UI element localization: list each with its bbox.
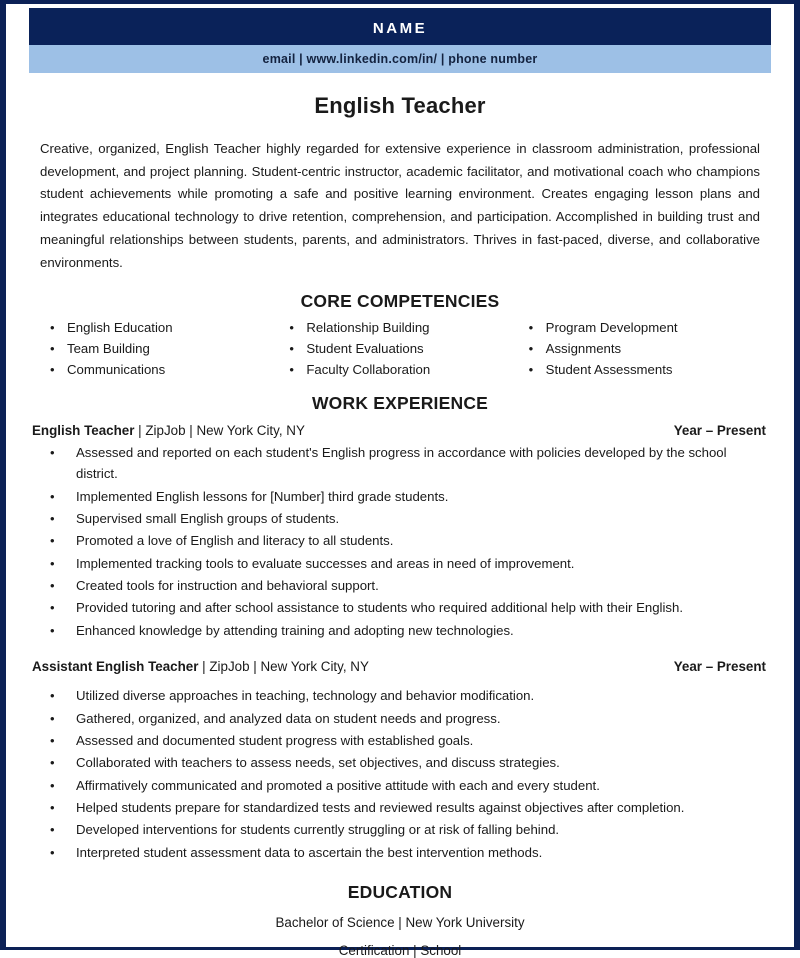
job-bullet [50, 508, 768, 529]
job-bullet-text: Created tools for instruction and behavioral support. [76, 578, 379, 594]
competency-label: Student Assessments [545, 361, 673, 377]
bullet-icon: • [528, 361, 534, 377]
bullet-icon: • [50, 533, 55, 549]
competency-item [289, 360, 528, 381]
education-entry: Certification | School [338, 943, 462, 958]
job-bullet [50, 442, 768, 485]
job-bullet-text: Helped students prepare for standardized tests and reviewed results against objectives after completion. [76, 800, 685, 816]
competency-item [289, 339, 528, 360]
job-bullet-text: Collaborated with teachers to assess needs, set objectives, and discuss strategies. [76, 755, 560, 771]
bullet-icon: • [50, 510, 55, 526]
competency-label: Student Evaluations [306, 341, 424, 357]
job-bullet-text: Assessed and documented student progress with established goals. [76, 732, 474, 748]
section-title-education: EDUCATION [347, 882, 453, 903]
competency-item [50, 318, 289, 339]
section-title-work-experience: WORK EXPERIENCE [311, 392, 489, 413]
job-bullet-text: Provided tutoring and after school assistance to students who required additional help with their English. [76, 600, 683, 616]
competency-label: Program Development [545, 320, 678, 336]
job-bullet-text: Assessed and reported on each student's English progress in accordance with policies developed by the school district. [76, 444, 727, 482]
job-title: English Teacher [32, 422, 135, 438]
contact-banner [29, 45, 771, 73]
job-bullet [50, 553, 768, 574]
job-bullet [50, 575, 768, 596]
bullet-icon: • [50, 688, 55, 704]
job-bullet [50, 752, 768, 773]
competency-item [289, 318, 528, 339]
bullet-icon: • [289, 361, 294, 377]
bullet-icon: • [50, 600, 55, 616]
education-entry: Bachelor of Science | New York University [275, 915, 525, 931]
bullet-icon: • [50, 488, 55, 504]
bullet-icon: • [50, 578, 55, 594]
job-bullet [50, 685, 768, 706]
job-bullet [50, 730, 768, 751]
job-bullet [50, 842, 768, 863]
work-experience-entry [32, 659, 768, 863]
bullet-icon: • [50, 755, 55, 771]
job-bullet-text: Implemented English lessons for [Number] third grade students. [76, 488, 449, 504]
job-bullet [50, 530, 768, 551]
competency-label: English Education [67, 320, 173, 336]
professional-summary: Creative, organized, English Teacher highly regarded for extensive experience in classroom administration, professional development, and project planning. Student-centric instructor, academic facilitator, and motivational coach who champions student achievements while promoting a safe and positive learning environment. Creates engaging lesson plans and integrates educational technology to drive retention, comprehension, and participation. Accomplished in building trust and meaningful relationships between students, parents, and administrators. Thrives in fast-paced, diverse, and collaborative environments. [40, 141, 760, 270]
job-bullet-text: Utilized diverse approaches in teaching, technology and behavior modification. [76, 688, 535, 704]
candidate-name: name [372, 15, 428, 38]
bullet-icon: • [50, 844, 55, 860]
job-bullet [50, 775, 768, 796]
resume-content [6, 8, 794, 958]
job-dates: Year – Present [673, 422, 766, 438]
bullet-icon: • [50, 622, 55, 638]
bullet-icon: • [50, 555, 55, 571]
competency-label: Relationship Building [306, 320, 430, 336]
bullet-icon: • [50, 822, 55, 838]
job-bullet-text: Implemented tracking tools to evaluate successes and areas in need of improvement. [76, 555, 575, 571]
competency-label: Faculty Collaboration [306, 361, 431, 377]
resume-headline: English Teacher [314, 93, 486, 118]
job-header [32, 659, 768, 674]
job-bullet-text: Developed interventions for students currently struggling or at risk of falling behind. [76, 822, 560, 838]
competency-label: Team Building [67, 341, 150, 357]
bullet-icon: • [50, 320, 55, 336]
contact-line: email | www.linkedin.com/in/ | phone number [262, 52, 538, 66]
bullet-icon: • [50, 777, 55, 793]
job-dates: Year – Present [673, 659, 766, 675]
job-bullet [50, 819, 768, 840]
name-banner [29, 8, 771, 45]
bullet-icon: • [289, 341, 294, 357]
competency-item [50, 360, 289, 381]
competency-item [529, 339, 768, 360]
job-title: Assistant English Teacher [32, 659, 199, 675]
job-bullet [50, 708, 768, 729]
competency-item [529, 360, 768, 381]
competency-label: Assignments [545, 341, 622, 357]
job-bullet-text: Supervised small English groups of students. [76, 510, 340, 526]
bullet-icon: • [528, 341, 534, 357]
job-title-line [32, 659, 369, 674]
work-experience-entry [32, 423, 768, 641]
competency-item [50, 339, 289, 360]
competency-column-1 [50, 318, 289, 381]
core-competencies-grid [32, 318, 768, 381]
bullet-icon: • [50, 710, 55, 726]
job-bullet-text: Promoted a love of English and literacy to all students. [76, 533, 394, 549]
job-bullet [50, 597, 768, 618]
job-bullet-text: Interpreted student assessment data to ascertain the best intervention methods. [76, 844, 543, 860]
bullet-icon: • [528, 320, 534, 336]
job-bullet-text: Affirmatively communicated and promoted a positive attitude with each and every student. [76, 777, 600, 793]
bullet-icon: • [50, 361, 55, 377]
competency-column-3 [529, 318, 768, 381]
job-bullet-list [32, 442, 768, 641]
bullet-icon: • [50, 800, 55, 816]
competency-column-2 [289, 318, 528, 381]
job-bullet [50, 486, 768, 507]
job-bullet-list [32, 685, 768, 863]
bullet-icon: • [50, 341, 55, 357]
job-company-location: | ZipJob | New York City, NY [198, 659, 369, 675]
bullet-icon: • [50, 444, 55, 460]
bullet-icon: • [50, 732, 55, 748]
competency-item [529, 318, 768, 339]
section-title-core-competencies: CORE COMPETENCIES [300, 291, 500, 312]
job-company-location: | ZipJob | New York City, NY [134, 422, 305, 438]
job-title-line [32, 423, 305, 438]
competency-label: Communications [67, 361, 166, 377]
bullet-icon: • [289, 320, 294, 336]
job-bullet-text: Gathered, organized, and analyzed data on student needs and progress. [76, 710, 501, 726]
job-header [32, 423, 768, 438]
job-bullet [50, 797, 768, 818]
job-bullet-text: Enhanced knowledge by attending training and adopting new technologies. [76, 622, 514, 638]
job-bullet [50, 620, 768, 641]
